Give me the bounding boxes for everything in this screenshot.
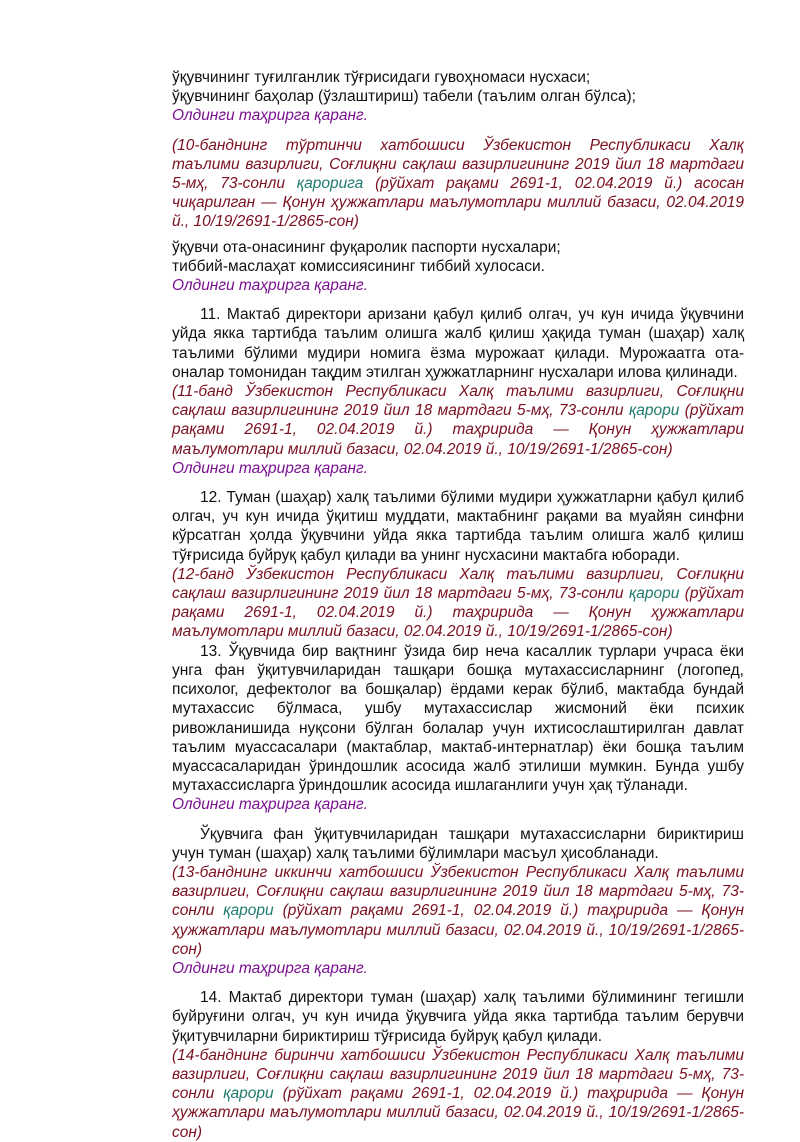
note-10-decree-link[interactable]: қарорига xyxy=(296,175,364,193)
previous-edition-link-part2: таҳрирга қаранг. xyxy=(238,459,368,477)
line-birth-certificate: ўқувчининг туғилганлик тўғрисидаги гувоҳномаси нусхаси; xyxy=(172,69,591,86)
note-12-text-b: (рўйхат рақами 2691-1, 02.04.2019 й.) таҳририда — Қонун ҳужжатлари маълумотлари миллий базаси, 02.04.2019 й., 10/19/2691-1/2865-сон) xyxy=(172,585,744,641)
note-13-text-b: (рўйхат рақами 2691-1, 02.04.2019 й.) таҳририда — Қонун ҳужжатлари маълумотлари миллий базаси, 02.04.2019 й., 10/19/2691-1/2865-сон) xyxy=(172,902,744,958)
previous-edition-link[interactable] xyxy=(172,276,744,295)
note-10-text-b: (рўйхат рақами 2691-1, 02.04.2019 й.) асосан чиқарилган — Қонун ҳужжатлари маълумотлари миллий базаси, 02.04.2019 й., 10/19/2691-1/2865-сон) xyxy=(172,175,744,231)
note-14-text-a: (14-банднинг биринчи хатбошиси Ўзбекистон Республикаси Халқ таълими вазирлиги, Соғлиқни сақлаш вазирлигининг 2019 йил 18 мартдаги 5-мҳ, 73-сонли xyxy=(172,1046,744,1103)
note-10-text-a: (10-банднинг тўртинчи хатбошиси Ўзбекистон Республикаси Халқ таълими вазирлиги, Соғлиқни сақлаш вазирлигининг 2019 йил 18 мартдаги 5-мҳ, 73-сонли xyxy=(172,136,744,193)
document-page xyxy=(172,68,744,1142)
note-paragraph-10 xyxy=(172,136,744,232)
note-11-text-b: (рўйхат рақами 2691-1, 02.04.2019 й.) таҳририда — Қонун ҳужжатлари маълумотлари миллий базаси, 02.04.2019 й., 10/19/2691-1/2865-сон) xyxy=(172,402,744,458)
paragraph-13: 13. Ўқувчида бир вақтнинг ўзида бир неча касаллик турлари учраса ёки унга фан ўқитувчиларидан ташқари бошқа мутахассисларнинг (логопед, психолог, дефектолог ва бошқалар) ёрдами керак бўлиб, мактабда бундай мутахассис бўлмаса, ушбу мутахассислар жисмоний ёки психик ривожланишида нуқсони бўлган болалар учун ихтисослаштирилган давлат таълим муассасалари (мактаблар, мактаб-интернатлар) ёки бошқа таълим муассасаларидан ўриндошлик асосида жалб этилиши мумкин. Бунда ушбу мутахассисларга ўриндошлик асосида ишлаганлиги учун ҳақ тўланади. xyxy=(172,642,744,795)
note-14-decree-link[interactable]: қарори xyxy=(223,1085,274,1103)
previous-edition-link[interactable] xyxy=(172,106,744,125)
paragraph-13-second: Ўқувчига фан ўқитувчиларидан ташқари мутахассисларни бириктириш учун туман (шаҳар) халқ таълими бўлимлари масъул ҳисобланади. xyxy=(172,825,744,862)
note-paragraph-12 xyxy=(172,565,744,642)
paragraph-11: 11. Мактаб директори аризани қабул қилиб олгач, уч кун ичида ўқувчини уйда якка тартибда таълим олишга жалб қилиш ҳақида туман (шаҳар) халқ таълими бўлими мудири номига ёзма мурожаат қилади. Мурожаатга ота-оналар томонидан тақдим этилган ҳужжатларнинг нусхалари илова қилинади. xyxy=(172,306,744,381)
previous-edition-link-part2: таҳрирга қаранг. xyxy=(238,796,368,814)
previous-edition-link-part2: таҳрирга қаранг. xyxy=(238,277,368,295)
previous-edition-link[interactable] xyxy=(172,459,744,478)
previous-edition-link-part1: Олдинги xyxy=(172,277,239,295)
previous-edition-link-part2: таҳрирга қаранг. xyxy=(238,107,368,125)
previous-edition-link-part1: Олдинги xyxy=(172,107,239,125)
note-14-text-b: (рўйхат рақами 2691-1, 02.04.2019 й.) таҳририда — Қонун ҳужжатлари маълумотлари миллий базаси, 02.04.2019 й., 10/19/2691-1/2865-сон) xyxy=(172,1085,744,1141)
note-paragraph-14 xyxy=(172,1046,744,1142)
note-11-text-a: (11-банд Ўзбекистон Республикаси Халқ таълими вазирлиги, Соғлиқни сақлаш вазирлигининг 2019 йил 18 мартдаги 5-мҳ, 73-сонли xyxy=(172,383,744,420)
note-13-decree-link[interactable]: қарори xyxy=(223,902,274,920)
note-12-text-a: (12-банд Ўзбекистон Республикаси Халқ таълими вазирлиги, Соғлиқни сақлаш вазирлигининг 2019 йил 18 мартдаги 5-мҳ, 73-сонли xyxy=(172,565,744,603)
paragraph-14: 14. Мактаб директори туман (шаҳар) халқ таълими бўлимининг тегишли буйруғини олгач, уч кун ичида ўқувчига уйда якка тартибда таълим берувчи ўқитувчиларни бириктириш тўғрисида буйруқ қабул қилади. xyxy=(172,989,744,1045)
note-12-decree-link[interactable]: қарори xyxy=(628,585,680,603)
line-parents-passport: ўқувчи ота-онасининг фуқаролик паспорти нусхалари; xyxy=(172,238,561,256)
note-13-text-a: (13-банднинг иккинчи хатбошиси Ўзбекистон Республикаси Халқ таълими вазирлиги, Соғлиқни сақлаш вазирлигининг 2019 йил 18 мартдаги 5-мҳ, 73-сонли xyxy=(172,863,744,920)
paragraph-12: 12. Туман (шаҳар) халқ таълими бўлими мудири ҳужжатларни қабул қилиб олгач, уч кун ичида ўқитиш муддати, мактабнинг рақами ва муайян синфни кўрсатган ҳолда ўқувчини уйда якка тартибда таълим олишга жалб қилиш тўғрисида буйруқ қабул қилади ва унинг нусхасини мактабга юборади. xyxy=(172,489,744,564)
line-medical-conclusion: тиббий-маслаҳат комиссиясининг тиббий хулосаси. xyxy=(172,257,545,275)
note-paragraph-11 xyxy=(172,382,744,459)
previous-edition-link[interactable] xyxy=(172,795,744,814)
previous-edition-link-part1: Олдинги xyxy=(172,459,239,477)
line-grades-table: ўқувчининг баҳолар (ўзлаштириш) табели (таълим олган бўлса); xyxy=(172,88,636,106)
previous-edition-link-part1: Олдинги xyxy=(172,959,239,977)
previous-edition-link[interactable] xyxy=(172,959,744,978)
previous-edition-link-part2: таҳрирга қаранг. xyxy=(238,959,368,977)
note-paragraph-13 xyxy=(172,863,744,959)
note-11-decree-link[interactable]: қарори xyxy=(628,402,680,420)
previous-edition-link-part1: Олдинги xyxy=(172,796,239,814)
